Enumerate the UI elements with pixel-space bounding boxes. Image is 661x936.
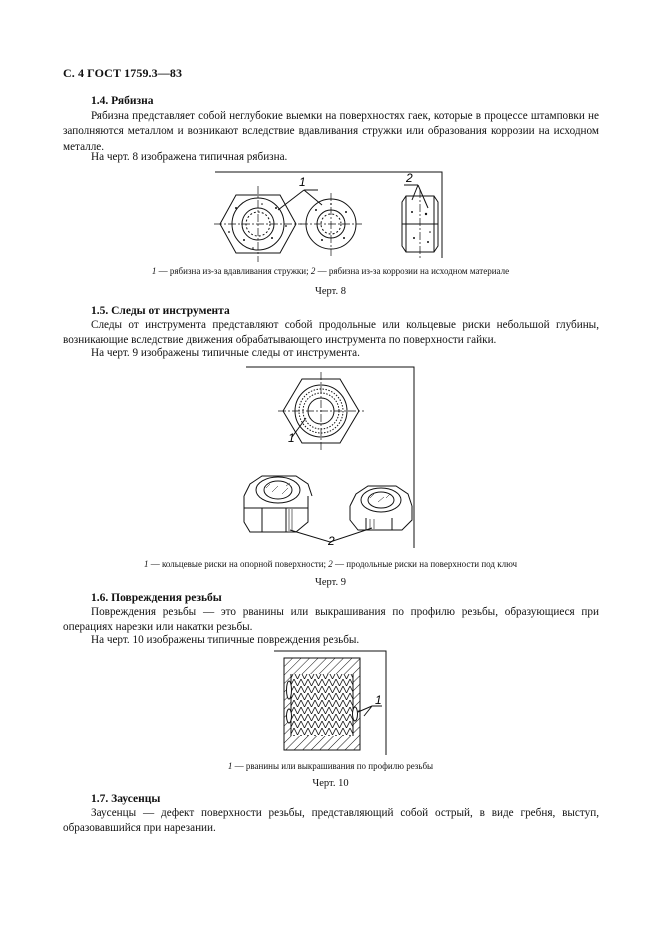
figure-8-label: Черт. 8 (315, 286, 346, 297)
section-title-1-6: 1.6. Повреждения резьбы (91, 592, 222, 604)
figure-8-callout-1: 1 (299, 175, 306, 189)
caption-num: 2 (328, 559, 333, 569)
caption-text: — рябизна из-за коррозии на исходном материале (315, 266, 510, 276)
caption-text: — рябизна из-за вдавливания стружки; (156, 266, 311, 276)
figure-10-label: Черт. 10 (312, 778, 349, 789)
caption-text: — продольные риски на поверхности под ключ (332, 559, 518, 569)
caption-num: 1 (227, 761, 233, 771)
caption-text: — кольцевые риски на опорной поверхности; (148, 559, 329, 569)
caption-num: 1 (151, 266, 157, 276)
figure-8-callout-2: 2 (406, 171, 413, 185)
figure-10-callout-1: 1 (375, 693, 382, 707)
section-title-1-5: 1.5. Следы от инструмента (91, 305, 230, 317)
figure-9-label: Черт. 9 (315, 577, 346, 588)
figure-reference-9: На черт. 9 изображены типичные следы от инструмента. (91, 347, 360, 359)
figure-10-caption (0, 761, 661, 772)
section-text-1-7: Заусенцы — дефект поверхности резьбы, представляющий собой острый, в виде гребня, выступ, образовавшийся при нарезании. (63, 807, 599, 835)
caption-text: — рванины или выкрашивания по профилю резьбы (232, 761, 434, 771)
figure-9-callout-2: 2 (328, 534, 335, 548)
figure-reference-8: На черт. 8 изображена типичная рябизна. (91, 151, 288, 163)
section-title-1-4: 1.4. Рябизна (91, 95, 154, 107)
page-header: С. 4 ГОСТ 1759.3—83 (63, 66, 183, 80)
section-text-1-4: Рябизна представляет собой неглубокие выемки на поверхностях гаек, которые в процессе штамповки не заполняются металлом и возникают вследствие вдавливания стружки или образования коррозии на исходном металле. (63, 110, 599, 153)
section-text-1-5: Следы от инструмента представляют собой продольные или кольцевые риски небольшой глубины, возникающие вследствие движения обрабатывающего инструмента по поверхности гайки. (63, 319, 599, 347)
section-text-1-6: Повреждения резьбы — это рванины или выкрашивания по профилю резьбы, образующиеся при операциях нарезки или накатки резьбы. (63, 606, 599, 634)
section-title-1-7: 1.7. Заусенцы (91, 793, 161, 805)
caption-num: 1 (143, 559, 149, 569)
figure-9-callout-1: 1 (288, 431, 295, 445)
caption-num: 2 (310, 266, 316, 276)
figure-reference-10: На черт. 10 изображены типичные повреждения резьбы. (91, 634, 360, 646)
